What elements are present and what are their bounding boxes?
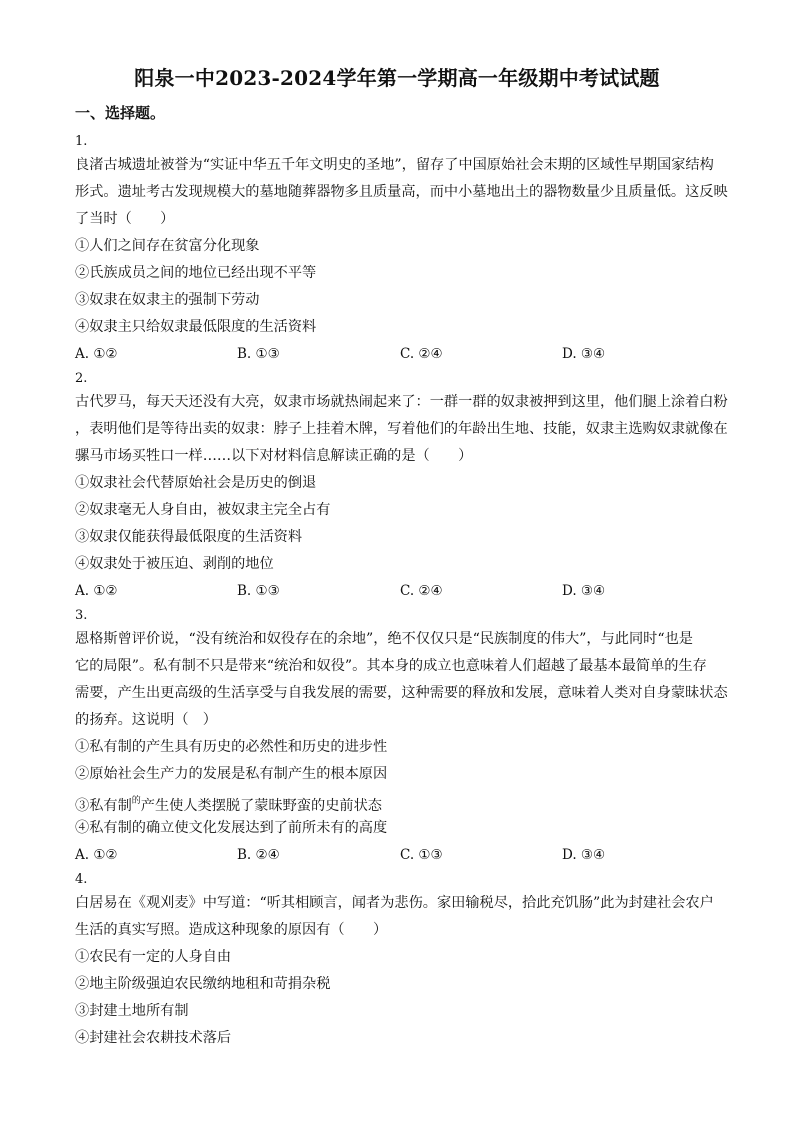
choice-c: C. ①③ bbox=[400, 847, 443, 863]
choice-c: C. ②④ bbox=[400, 346, 443, 362]
statement-item: ①人们之间存在贫富分化现象 bbox=[75, 238, 260, 254]
statement-item: ③奴隶仅能获得最低限度的生活资料 bbox=[75, 529, 303, 545]
answer-choices bbox=[75, 341, 723, 368]
choice-c: C. ②④ bbox=[400, 583, 443, 599]
choice-b: B. ①③ bbox=[237, 346, 280, 362]
statement-item: ①奴隶社会代替原始社会是历史的倒退 bbox=[75, 475, 317, 491]
choice-b: B. ②④ bbox=[237, 847, 280, 863]
question-stem-line: 良渚古城遗址被誉为“实证中华五千年文明史的圣地”，留存了中国原始社会末期的区域性早期国家结构 bbox=[75, 157, 714, 173]
question-stem-line: 白居易在《观刈麦》中写道：“听其相顾言，闻者为悲伤。家田输税尽，拾此充饥肠”此为封建社会农户 bbox=[75, 895, 714, 911]
answer-choices bbox=[75, 578, 723, 605]
question-number: 2. bbox=[75, 371, 88, 386]
statement-item: ④奴隶主只给奴隶最低限度的生活资料 bbox=[75, 319, 317, 335]
statement-item: ②地主阶级强迫农民缴纳地租和苛捐杂税 bbox=[75, 976, 331, 992]
statement-item: ③奴隶在奴隶主的强制下劳动 bbox=[75, 292, 260, 308]
question-number: 4. bbox=[75, 872, 88, 887]
choice-b: B. ①③ bbox=[237, 583, 280, 599]
question-4 bbox=[75, 869, 723, 1052]
statement-text: ③私有制 bbox=[75, 798, 132, 814]
question-stem-line: ，表明他们是等待出卖的奴隶：脖子上挂着木牌，写着他们的年龄出生地、技能，奴隶主选购奴隶就像在 bbox=[75, 421, 728, 437]
question-stem-line: 古代罗马，每天天还没有大亮，奴隶市场就热闹起来了：一群一群的奴隶被押到这里，他们腿上涂着白粉 bbox=[75, 394, 728, 410]
statement-item bbox=[75, 788, 723, 815]
question-stem-line: 恩格斯曾评价说，“没有统治和奴役存在的余地”，绝不仅仅只是“民族制度的伟大”，与此同时“也是 bbox=[75, 631, 693, 647]
statement-item: ④封建社会农耕技术落后 bbox=[75, 1030, 232, 1046]
statement-item: ②原始社会生产力的发展是私有制产生的根本原因 bbox=[75, 766, 388, 782]
superscript-char: 的 bbox=[131, 796, 141, 806]
question-number: 1. bbox=[75, 134, 88, 149]
statement-item: ②氏族成员之间的地位已经出现不平等 bbox=[75, 265, 317, 281]
choice-a: A. ①② bbox=[75, 346, 118, 362]
question-stem-line: 形式。遗址考古发现规模大的墓地随葬器物多且质量高，而中小墓地出土的器物数量少且质量低。这反映 bbox=[75, 184, 728, 200]
statement-item: ①私有制的产生具有历史的必然性和历史的进步性 bbox=[75, 739, 388, 755]
question-list bbox=[75, 131, 728, 1052]
choice-d: D. ③④ bbox=[562, 847, 606, 863]
statement-item: ④私有制的确立使文化发展达到了前所未有的高度 bbox=[75, 820, 388, 836]
choice-d: D. ③④ bbox=[562, 346, 606, 362]
question-stem-line: 需要，产生出更高级的生活享受与自我发展的需要，这种需要的释放和发展，意味着人类对自身蒙昧状态 bbox=[75, 685, 728, 701]
choice-d: D. ③④ bbox=[562, 583, 606, 599]
statement-text: 产生使人类摆脱了蒙昧野蛮的史前状态 bbox=[140, 798, 382, 814]
exam-title: 阳泉一中2023-2024学年第一学期高一年级期中考试试题 bbox=[134, 66, 660, 90]
statement-item: ③封建土地所有制 bbox=[75, 1003, 189, 1019]
choice-a: A. ①② bbox=[75, 847, 118, 863]
statement-item: ②奴隶毫无人身自由，被奴隶主完全占有 bbox=[75, 502, 331, 518]
question-stem-line: 生活的真实写照。造成这种现象的原因有（ ） bbox=[75, 922, 388, 938]
question-stem-line: 了当时（ ） bbox=[75, 211, 175, 227]
question-2 bbox=[75, 368, 728, 605]
question-number: 3. bbox=[75, 608, 88, 623]
question-3 bbox=[75, 605, 728, 869]
question-1 bbox=[75, 131, 728, 368]
question-stem-line: 骡马市场买牲口一样……以下对材料信息解读正确的是（ ） bbox=[75, 448, 473, 464]
question-stem-line: 的扬弃。这说明（ ） bbox=[75, 712, 217, 728]
statement-item: ①农民有一定的人身自由 bbox=[75, 949, 232, 965]
choice-a: A. ①② bbox=[75, 583, 118, 599]
section-heading: 一、选择题。 bbox=[75, 104, 166, 122]
answer-choices bbox=[75, 842, 723, 869]
question-stem-line: 它的局限”。私有制不只是带来“统治和奴役”。其本身的成立也意味着人们超越了最基本最简单的生存 bbox=[75, 658, 707, 674]
statement-item: ④奴隶处于被压迫、剥削的地位 bbox=[75, 556, 274, 572]
